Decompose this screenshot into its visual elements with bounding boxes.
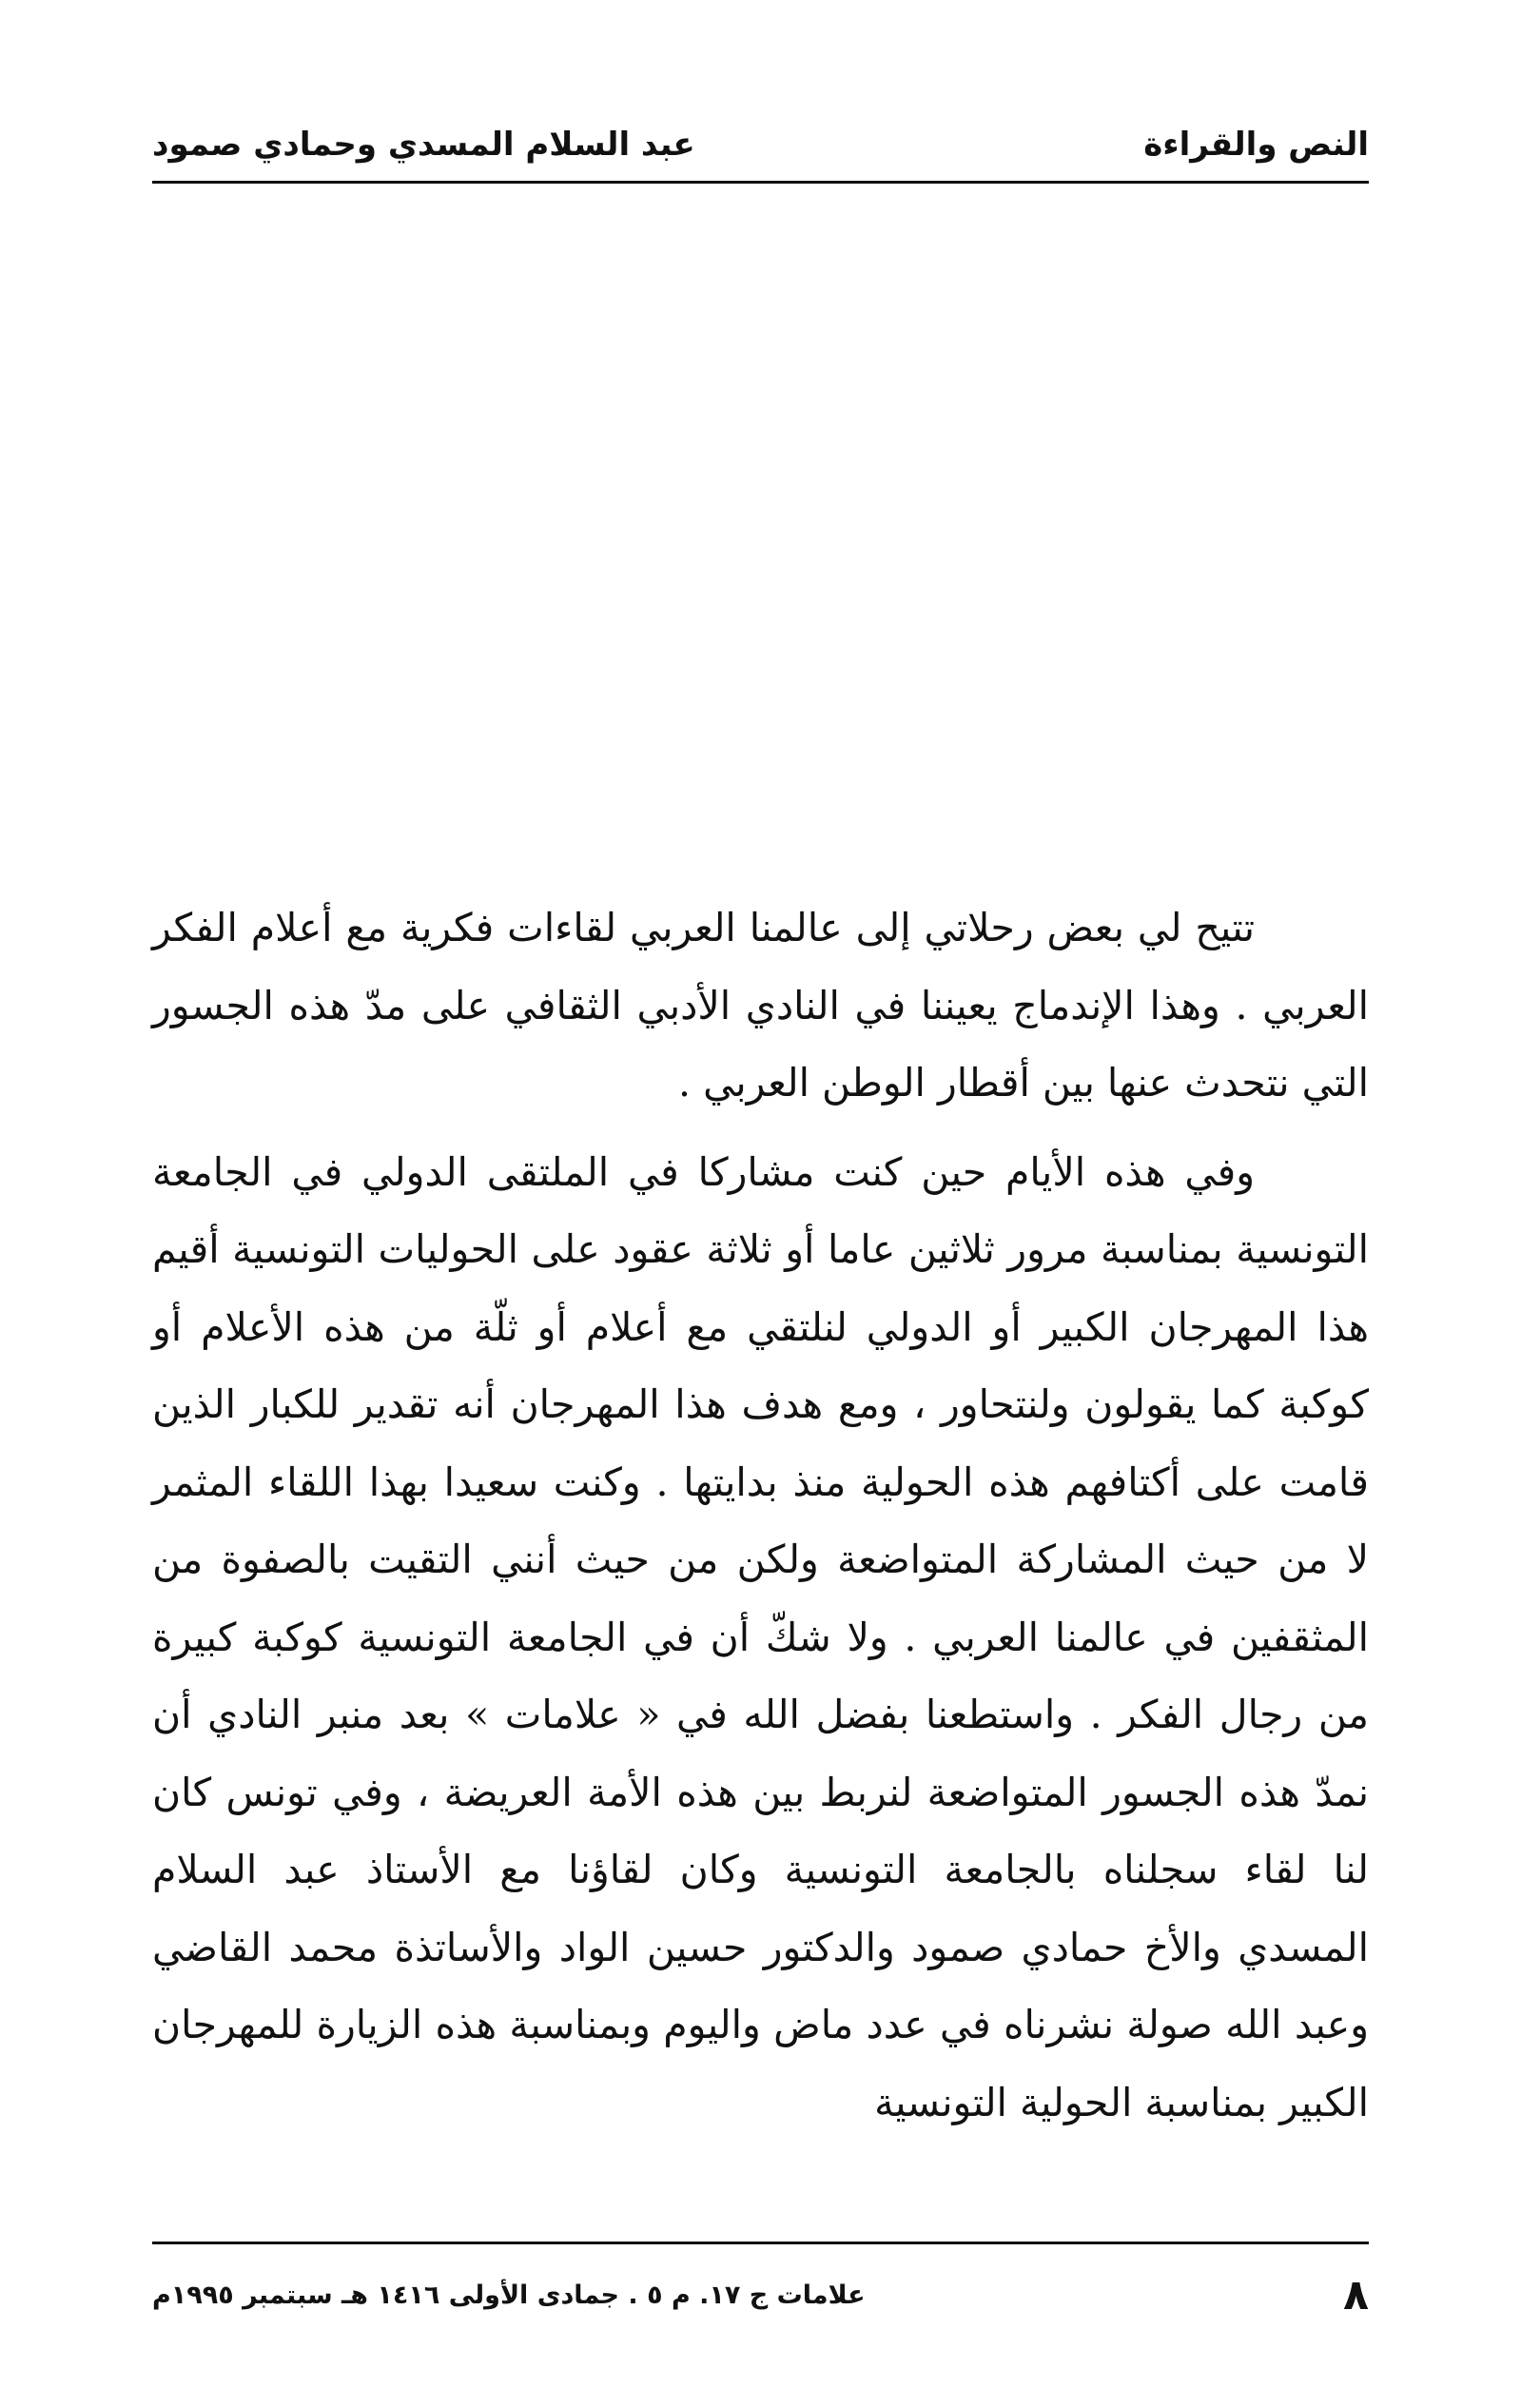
header-rule <box>152 181 1369 184</box>
running-footer <box>152 2270 1369 2320</box>
footer-rule <box>152 2242 1369 2244</box>
authors: عبد السلام المسدي وحمادي صمود <box>152 126 695 164</box>
issue-info: علامات ج ١٧. م ٥ . جمادى الأولى ١٤١٦ هـ سبتمبر ١٩٩٥م <box>152 2280 866 2310</box>
paragraph-1: تتيح لي بعض رحلاتي إلى عالمنا العربي لقاءات فكرية مع أعلام الفكر العربي . وهذا الإندماج يعيننا في النادي الأدبي الثقافي على مدّ هذه الجسور التي نتحدث عنها بين أقطار الوطن العربي . <box>152 905 1369 1106</box>
paragraph-2: وفي هذه الأيام حين كنت مشاركا في الملتقى الدولي في الجامعة التونسية بمناسبة مرور ثلاثين عاما أو ثلاثة عقود على الحوليات التونسية أقيم هذا المهرجان الكبير أو الدولي لنلتقي مع أعلام أو ثلّة من هذه الأعلام أو كوكبة كما يقولون ولنتحاور ، ومع هدف هذا المهرجان أنه تقدير للكبار الذين قامت على أكتافهم هذه الحولية منذ بدايتها . وكنت سعيدا بهذا اللقاء المثمر لا من حيث المشاركة المتواضعة ولكن من حيث أنني التقيت بالصفوة من المثقفين في عالمنا العربي . ولا شكّ أن في الجامعة التونسية كوكبة كبيرة من رجال الفكر . واستطعنا بفضل الله في « علامات » بعد منبر النادي أن نمدّ هذه الجسور المتواضعة لنربط بين هذه الأمة العريضة ، وفي تونس كان لنا لقاء سجلناه بالجامعة التونسية وكان لقاؤنا مع الأستاذ عبد السلام المسدي والأخ حمادي صمود والدكتور حسين الواد والأساتذة محمد القاضي وعبد الله صولة نشرناه في عدد ماض واليوم وبمناسبة هذه الزيارة للمهرجان الكبير بمناسبة الحولية التونسية <box>152 1148 1369 2125</box>
running-header <box>152 122 1369 167</box>
section-title: النص والقراءة <box>1143 126 1369 164</box>
page-number: ٨ <box>1343 2270 1369 2320</box>
body-text <box>152 890 1369 2142</box>
